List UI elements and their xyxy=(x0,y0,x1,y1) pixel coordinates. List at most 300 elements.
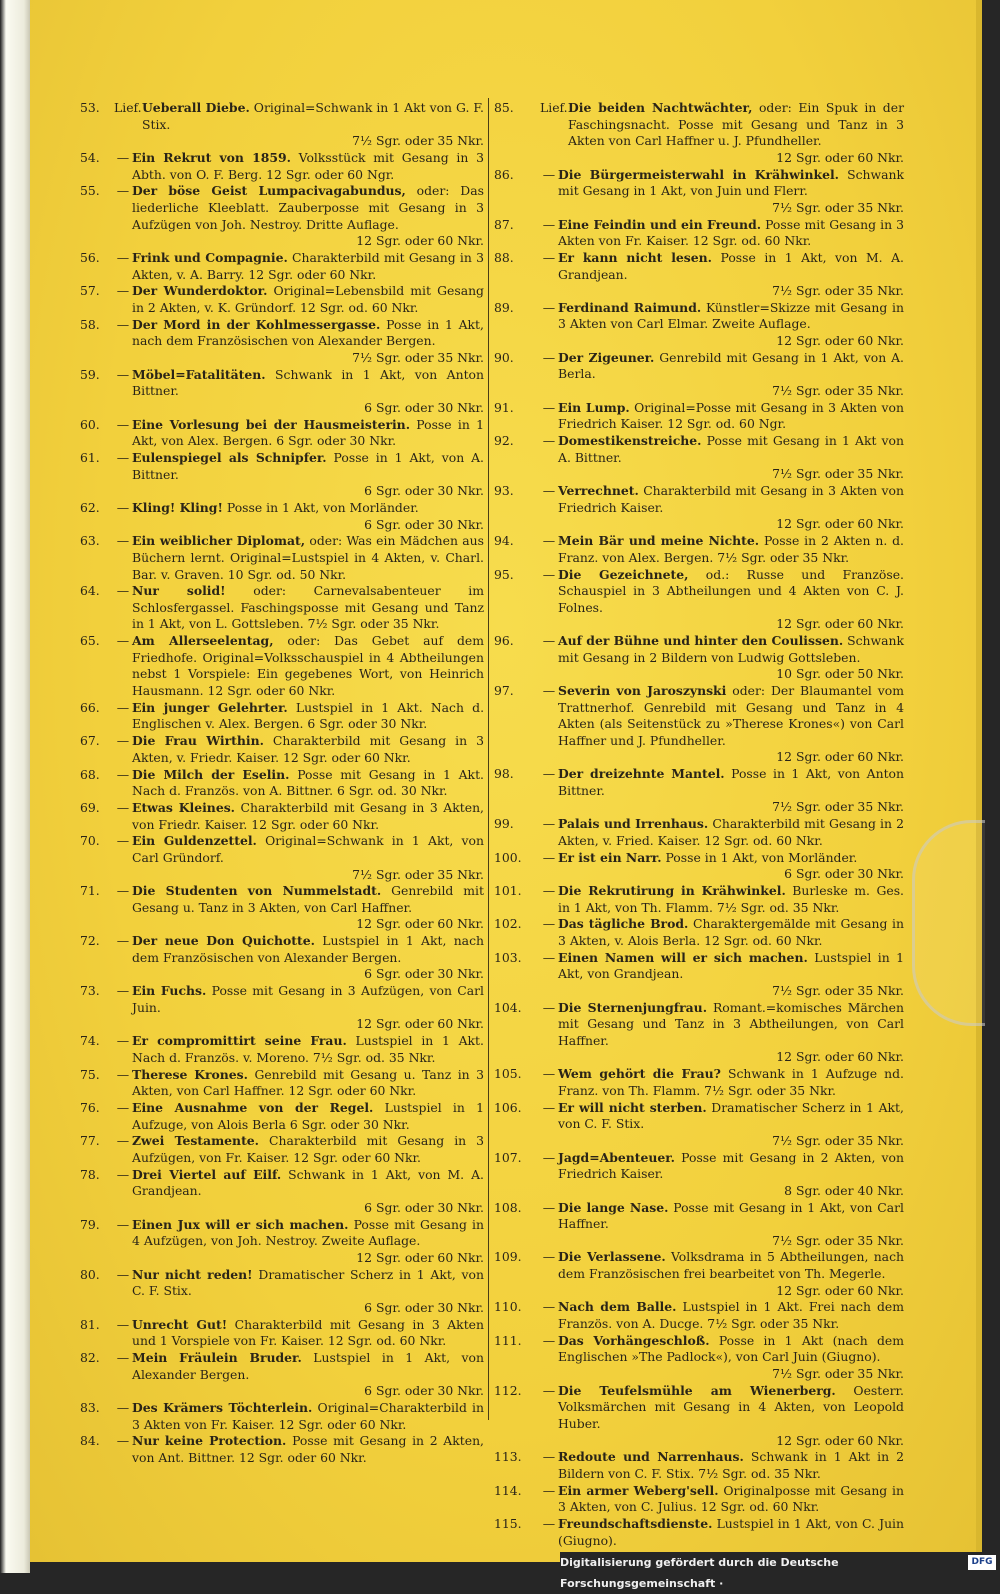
catalog-entry xyxy=(494,100,904,166)
entry-description: Original=Charakterbild in 3 Akten von Fr. Kaiser. 12 Sgr. oder 60 Nkr. xyxy=(132,1399,484,1432)
entry-description: Posse in 1 Akt, nach dem Französischen von Alexander Bergen. xyxy=(132,316,484,349)
entry-dash: — xyxy=(542,1332,556,1348)
catalog-entry xyxy=(80,450,484,500)
catalog-entry xyxy=(494,1483,904,1516)
entry-body xyxy=(132,1133,484,1166)
catalog-entry xyxy=(494,633,904,683)
entry-title: Redoute und Narrenhaus. xyxy=(558,1449,744,1465)
entry-body xyxy=(132,250,484,283)
catalog-entry xyxy=(80,533,484,583)
entry-description: Charakterbild mit Gesang in 3 Akten von Friedrich Kaiser. xyxy=(558,483,904,515)
entry-number: 69. xyxy=(80,799,100,815)
entry-number: 64. xyxy=(80,583,100,599)
entry-dash: — xyxy=(542,249,556,265)
entry-title: Ein Guldenzettel. xyxy=(132,833,257,849)
entry-dash: — xyxy=(116,499,130,515)
entry-price: 12 Sgr. oder 60 Nkr. xyxy=(776,616,904,632)
catalog-entry xyxy=(494,816,904,849)
entry-title: Kling! Kling! xyxy=(132,499,223,515)
entry-body xyxy=(132,283,484,316)
entry-dash: — xyxy=(116,1433,130,1449)
catalog-entry xyxy=(494,1249,904,1299)
entry-description: Lustspiel in 1 Akt, von Alexander Bergen. xyxy=(132,1349,484,1382)
entry-number: 56. xyxy=(80,249,100,265)
entry-body xyxy=(558,1483,904,1516)
entry-dash: — xyxy=(116,799,130,815)
entry-number: 57. xyxy=(80,283,100,299)
catalog-entry xyxy=(494,217,904,250)
entry-title: Auf der Bühne und hinter den Coulissen. xyxy=(558,633,844,649)
entry-price: 6 Sgr. oder 30 Nkr. xyxy=(364,1299,484,1315)
entry-dash: — xyxy=(542,566,556,582)
entry-body xyxy=(558,1449,904,1482)
entry-description: Posse mit Gesang in 4 Aufzügen, von Joh. Nestroy. Zweite Auflage. xyxy=(132,1216,484,1249)
entry-title: Zwei Testamente. xyxy=(132,1133,259,1149)
entry-title: Die lange Nase. xyxy=(558,1199,669,1215)
entry-number: 114. xyxy=(494,1482,522,1498)
catalog-entry xyxy=(80,833,484,883)
entry-number: 87. xyxy=(494,216,514,232)
entry-body xyxy=(132,1217,484,1267)
catalog-entry xyxy=(80,800,484,833)
entry-price: 12 Sgr. oder 60 Nkr. xyxy=(356,916,484,932)
entry-title: Am Allerseelentag, xyxy=(132,633,274,649)
dfg-logo: DFG xyxy=(968,1555,996,1570)
entry-title: Verrechnet. xyxy=(558,483,639,499)
entry-price: 7½ Sgr. oder 35 Nkr. xyxy=(772,982,904,998)
entry-dash: — xyxy=(542,483,556,499)
entry-price: 6 Sgr. oder 30 Nkr. xyxy=(364,399,484,415)
digitization-footer xyxy=(560,1552,1000,1590)
entry-price: 7½ Sgr. oder 35 Nkr. xyxy=(772,199,904,215)
entry-number: 93. xyxy=(494,483,514,499)
catalog-entry xyxy=(80,583,484,633)
column-divider xyxy=(488,98,489,1420)
entry-dash: — xyxy=(542,1516,556,1532)
entry-body xyxy=(558,850,904,883)
entry-price: 6 Sgr. oder 30 Nkr. xyxy=(364,483,484,499)
entry-number: 86. xyxy=(494,166,514,182)
entry-title: Der böse Geist Lumpacivagabundus, xyxy=(132,183,406,199)
entry-body xyxy=(132,883,484,933)
entry-body xyxy=(132,417,484,450)
entry-title: Nach dem Balle. xyxy=(558,1299,677,1315)
entry-title: Einen Jux will er sich machen. xyxy=(132,1216,349,1232)
catalog-entry xyxy=(80,1400,484,1433)
catalog-entry xyxy=(80,250,484,283)
entry-description: Posse in 1 Akt, von Anton Bittner. xyxy=(558,766,904,798)
catalog-entry xyxy=(494,1066,904,1099)
entry-dash: — xyxy=(542,533,556,549)
entry-dash: — xyxy=(116,1266,130,1282)
entry-title: Die Verlassene. xyxy=(558,1249,666,1265)
entry-title: Therese Krones. xyxy=(132,1066,248,1082)
entry-title: Der Zigeuner. xyxy=(558,349,655,365)
entry-dash: — xyxy=(542,816,556,832)
entry-dash: — xyxy=(542,433,556,449)
entry-description: oder: Das Gebet auf dem Friedhofe. Original=Volksschauspiel in 4 Abtheilungen nebst 1 Vorspiele: Ein gegebenes Wort, von Heinrich Hausmann. 12 Sgr. oder 60 Nkr. xyxy=(132,633,484,699)
entry-number: 83. xyxy=(80,1399,100,1415)
entry-body xyxy=(558,350,904,400)
entry-price: 6 Sgr. oder 30 Nkr. xyxy=(364,516,484,532)
entry-lief: Lief. xyxy=(114,100,142,115)
entry-description: Romant.=komisches Märchen mit Gesang und Tanz in 3 Abtheilungen, von Carl Haffner. xyxy=(558,999,904,1048)
entry-description: Lustspiel in 1 Akt. Nach d. Französ. v. Moreno. 7½ Sgr. od. 35 Nkr. xyxy=(132,1033,484,1065)
entry-number: 80. xyxy=(80,1266,100,1282)
entry-dash: — xyxy=(116,1099,130,1115)
entry-description: Originalposse mit Gesang in 3 Akten, von C. Julius. 12 Sgr. od. 60 Nkr. xyxy=(558,1482,904,1515)
entry-number: 82. xyxy=(80,1349,100,1365)
entry-number: 99. xyxy=(494,816,514,832)
catalog-entry xyxy=(80,500,484,533)
entry-number: 53. xyxy=(80,100,100,115)
entry-price: 6 Sgr. oder 30 Nkr. xyxy=(364,1383,484,1399)
entry-body xyxy=(132,1400,484,1433)
entry-number: 61. xyxy=(80,449,100,465)
entry-title: Möbel=Fatalitäten. xyxy=(132,366,266,382)
entry-description: oder: Ein Spuk in der Faschingsnacht. Posse mit Gesang und Tanz in 3 Akten von Carl Haffner u. J. Pfundheller. xyxy=(568,100,904,149)
entry-price: 8 Sgr. oder 40 Nkr. xyxy=(784,1182,904,1198)
catalog-entry xyxy=(80,767,484,800)
entry-dash: — xyxy=(116,249,130,265)
entry-title: Mein Bär und meine Nichte. xyxy=(558,533,760,549)
entry-title: Die Sternenjungfrau. xyxy=(558,999,708,1015)
entry-description: Posse mit Gesang in 1 Akt. Nach d. Französ. von A. Bittner. 6 Sgr. od. 30 Nkr. xyxy=(132,766,484,799)
entry-description: Posse in 1 Akt, von Morländer. xyxy=(665,849,858,865)
entry-title: Eine Ausnahme von der Regel. xyxy=(132,1099,374,1115)
entry-description: Posse in 1 Akt, von Morländer. xyxy=(226,499,419,515)
entry-price: 7½ Sgr. oder 35 Nkr. xyxy=(772,1366,904,1381)
catalog-entry xyxy=(494,766,904,816)
entry-number: 77. xyxy=(80,1133,100,1149)
entry-price: 7½ Sgr. oder 35 Nkr. xyxy=(772,1232,904,1248)
catalog-entry xyxy=(494,300,904,350)
entry-body xyxy=(132,1267,484,1317)
entry-body xyxy=(132,1433,484,1466)
entry-description: Künstler=Skizze mit Gesang in 3 Akten von Carl Elmar. Zweite Auflage. xyxy=(558,299,904,332)
entry-number: 111. xyxy=(494,1332,522,1348)
entry-title: Er compromittirt seine Frau. xyxy=(132,1033,347,1049)
entry-dash: — xyxy=(542,1149,556,1165)
entry-price: 12 Sgr. oder 60 Nkr. xyxy=(776,149,904,165)
catalog-entry xyxy=(80,1167,484,1217)
entry-description: Posse in 1 Akt, von Alex. Bergen. 6 Sgr. oder 30 Nkr. xyxy=(132,416,484,449)
entry-number: 55. xyxy=(80,183,100,199)
entry-number: 105. xyxy=(494,1066,522,1082)
entry-description: Lustspiel in 1 Akt, von Grandjean. xyxy=(558,949,904,982)
entry-number: 95. xyxy=(494,566,514,582)
entry-dash: — xyxy=(116,1349,130,1365)
entry-price: 7½ Sgr. oder 35 Nkr. xyxy=(772,383,904,399)
entry-description: oder: Das liederliche Kleeblatt. Zauberposse mit Gesang in 3 Aufzügen von Joh. Nestroy. Dritte Auflage. xyxy=(132,183,484,232)
entry-number: 66. xyxy=(80,699,100,715)
entry-number: 74. xyxy=(80,1033,100,1049)
catalog-entry xyxy=(80,1350,484,1400)
catalog-entry xyxy=(494,1299,904,1332)
entry-title: Einen Namen will er sich machen. xyxy=(558,949,808,965)
entry-number: 107. xyxy=(494,1149,522,1165)
entry-dash: — xyxy=(542,633,556,649)
entry-description: Lustspiel in 1 Akt, von C. Juin (Giugno). xyxy=(558,1516,904,1548)
binding-clip xyxy=(912,820,985,1026)
entry-body xyxy=(558,217,904,250)
entry-description: Genrebild mit Gesang u. Tanz in 3 Akten, von Carl Haffner. xyxy=(132,883,484,915)
entry-description: Posse in 1 Akt, von M. A. Grandjean. xyxy=(558,249,904,282)
entry-title: Severin von Jaroszynski xyxy=(558,683,727,699)
entry-description: Charakterbild mit Gesang in 3 Akten und 1 Vorspiele von Fr. Kaiser. 12 Sgr. od. 60 Nkr. xyxy=(132,1316,484,1349)
entry-number: 63. xyxy=(80,533,100,549)
entry-number: 109. xyxy=(494,1249,522,1265)
entry-description: Schwank in 1 Aufzuge nd. Franz. von Th. Flamm. 7½ Sgr. oder 35 Nkr. xyxy=(558,1066,904,1098)
entry-body xyxy=(132,500,484,533)
entry-dash: — xyxy=(542,166,556,182)
entry-title: Der neue Don Quichotte. xyxy=(132,933,315,949)
catalog-entry xyxy=(80,1317,484,1350)
entry-description: Lustspiel in 1 Aufzuge, von Alois Berla 6 Sgr. oder 30 Nkr. xyxy=(132,1099,484,1132)
entry-dash: — xyxy=(116,833,130,849)
entry-title: Ein Rekrut von 1859. xyxy=(132,149,291,165)
catalog-entry xyxy=(80,1133,484,1166)
entry-title: Freundschaftsdienste. xyxy=(558,1516,713,1532)
entry-description: Posse in 2 Akten n. d. Franz. von Alex. Bergen. 7½ Sgr. oder 35 Nkr. xyxy=(558,533,904,565)
entry-number: 62. xyxy=(80,499,100,515)
entry-number: 54. xyxy=(80,149,100,165)
entry-body xyxy=(132,367,484,417)
entry-title: Ferdinand Raimund. xyxy=(558,299,702,315)
entry-dash: — xyxy=(542,1249,556,1265)
entry-description: Dramatischer Scherz in 1 Akt, von C. F. Stix. xyxy=(558,1099,904,1132)
entry-number: 58. xyxy=(80,316,100,332)
entry-body xyxy=(132,833,484,883)
entry-number: 60. xyxy=(80,416,100,432)
entry-dash: — xyxy=(116,733,130,749)
entry-title: Nur solid! xyxy=(132,583,226,599)
entry-body xyxy=(132,1167,484,1217)
entry-price: 12 Sgr. oder 60 Nkr. xyxy=(356,233,484,249)
entry-dash: — xyxy=(116,533,130,549)
entry-lief: Lief. xyxy=(540,100,568,115)
entry-title: Er kann nicht lesen. xyxy=(558,249,712,265)
entry-number: 70. xyxy=(80,833,100,849)
entry-price: 12 Sgr. oder 60 Nkr. xyxy=(776,516,904,532)
catalog-entry xyxy=(80,1267,484,1317)
entry-dash: — xyxy=(116,1399,130,1415)
entry-body xyxy=(132,633,484,699)
entry-body xyxy=(132,800,484,833)
entry-body xyxy=(558,533,904,566)
entry-dash: — xyxy=(542,766,556,782)
entry-dash: — xyxy=(542,1199,556,1215)
entry-body xyxy=(132,733,484,766)
entry-body xyxy=(558,633,904,683)
entry-description: Volksdrama in 5 Abtheilungen, nach dem Französischen frei bearbeitet von Th. Megerle. xyxy=(558,1249,904,1282)
entry-body xyxy=(558,250,904,300)
entry-title: Er will nicht sterben. xyxy=(558,1099,707,1115)
entry-body xyxy=(558,683,904,766)
entry-price: 12 Sgr. oder 60 Nkr. xyxy=(776,1049,904,1065)
entry-dash: — xyxy=(542,1099,556,1115)
entry-body xyxy=(558,1249,904,1299)
catalog-entry xyxy=(494,1000,904,1066)
entry-number: 94. xyxy=(494,533,514,549)
entry-body xyxy=(558,916,904,949)
entry-price: 12 Sgr. oder 60 Nkr. xyxy=(356,1016,484,1032)
entry-number: 106. xyxy=(494,1099,522,1115)
entry-number: 98. xyxy=(494,766,514,782)
entry-title: Ein Lump. xyxy=(558,399,630,415)
entry-number: 108. xyxy=(494,1199,522,1215)
entry-number: 67. xyxy=(80,733,100,749)
entry-number: 73. xyxy=(80,983,100,999)
entry-dash: — xyxy=(542,216,556,232)
entry-description: Genrebild mit Gesang in 1 Akt, von A. Berla. xyxy=(558,349,904,382)
catalog-entry xyxy=(80,983,484,1033)
entry-description: Original=Posse mit Gesang in 3 Akten von Friedrich Kaiser. 12 Sgr. od. 60 Ngr. xyxy=(558,399,904,432)
entry-description: Posse mit Gesang in 1 Akt, von Carl Haffner. xyxy=(558,1199,905,1232)
catalog-entry xyxy=(494,1100,904,1150)
entry-body xyxy=(558,167,904,217)
entry-number: 104. xyxy=(494,999,522,1015)
entry-body xyxy=(558,1150,904,1200)
catalog-entry xyxy=(494,1150,904,1200)
entry-description: Posse mit Gesang in 2 Akten, von Friedrich Kaiser. xyxy=(558,1149,904,1182)
entry-body xyxy=(132,583,484,633)
entry-description: Original=Lebensbild mit Gesang in 2 Akten, v. K. Gründorf. 12 Sgr. od. 60 Nkr. xyxy=(132,283,484,315)
entry-price: 7½ Sgr. oder 35 Nkr. xyxy=(352,866,484,882)
catalog-entry xyxy=(80,183,484,249)
catalog-entry xyxy=(494,567,904,633)
entry-price: 7½ Sgr. oder 35 Nkr. xyxy=(772,466,904,482)
catalog-entry xyxy=(494,850,904,883)
entry-title: Jagd=Abenteuer. xyxy=(558,1149,675,1165)
entry-description: Oesterr. Volksmärchen mit Gesang in 4 Akten, von Leopold Huber. xyxy=(558,1382,904,1431)
catalog-entry xyxy=(80,1100,484,1133)
entry-dash: — xyxy=(116,1033,130,1049)
entry-title: Die Bürgermeisterwahl in Krähwinkel. xyxy=(558,166,839,182)
entry-number: 110. xyxy=(494,1299,522,1315)
entry-dash: — xyxy=(542,1066,556,1082)
entry-dash: — xyxy=(542,882,556,898)
entry-dash: — xyxy=(542,683,556,699)
entry-price: 12 Sgr. oder 60 Nkr. xyxy=(776,333,904,349)
entry-number: 84. xyxy=(80,1433,100,1449)
entry-body xyxy=(142,100,484,150)
entry-body xyxy=(132,1100,484,1133)
entry-dash: — xyxy=(116,583,130,599)
entry-price: 7½ Sgr. oder 35 Nkr. xyxy=(772,799,904,815)
entry-title: Frink und Compagnie. xyxy=(132,249,288,265)
catalog-entry xyxy=(80,100,484,150)
entry-dash: — xyxy=(116,316,130,332)
catalog-entry xyxy=(494,1383,904,1449)
entry-price: 6 Sgr. oder 30 Nkr. xyxy=(784,866,904,882)
entry-dash: — xyxy=(116,366,130,382)
entry-description: Posse in 1 Akt, von A. Bittner. xyxy=(132,449,484,482)
entry-dash: — xyxy=(542,916,556,932)
entry-body xyxy=(558,766,904,816)
entry-title: Er ist ein Narr. xyxy=(558,849,662,865)
entry-title: Des Krämers Töchterlein. xyxy=(132,1399,313,1415)
catalog-entry xyxy=(80,1433,484,1466)
entry-description: Schwank in 1 Akt, von Anton Bittner. xyxy=(132,366,484,399)
entry-description: Schwank in 1 Akt in 2 Bildern von C. F. Stix. 7½ Sgr. od. 35 Nkr. xyxy=(558,1449,905,1481)
entry-description: Charakterbild mit Gesang in 3 Aufzügen, von Fr. Kaiser. 12 Sgr. oder 60 Nkr. xyxy=(132,1133,484,1165)
catalog-entry xyxy=(80,883,484,933)
entry-body xyxy=(132,450,484,500)
entry-title: Eulenspiegel als Schnipfer. xyxy=(132,449,327,465)
entry-description: oder: Der Blaumantel vom Trattnerhof. Genrebild mit Gesang und Tanz in 4 Akten (als Seitenstück zu »Therese Krones«) von Carl Haffner und J. Pfundheller. xyxy=(558,683,904,748)
entry-description: Original=Schwank in 1 Akt, von Carl Gründorf. xyxy=(132,833,484,865)
entry-body xyxy=(132,700,484,733)
entry-number: 103. xyxy=(494,949,522,965)
entry-description: Schwank mit Gesang in 1 Akt, von Juin und Flerr. xyxy=(558,166,904,199)
entry-number: 102. xyxy=(494,916,522,932)
entry-body xyxy=(558,1000,904,1066)
entry-title: Ein weiblicher Diplomat, xyxy=(132,533,306,549)
entry-dash: — xyxy=(116,933,130,949)
entry-dash: — xyxy=(116,983,130,999)
entry-description: Genrebild mit Gesang u. Tanz in 3 Akten, von Carl Haffner. 12 Sgr. oder 60 Nkr. xyxy=(132,1066,484,1099)
catalog-entry xyxy=(80,733,484,766)
entry-title: Ein armer Weberg'sell. xyxy=(558,1482,719,1498)
catalog-entry xyxy=(494,533,904,566)
entry-title: Eine Feindin und ein Freund. xyxy=(558,216,762,232)
entry-body xyxy=(132,183,484,249)
entry-dash: — xyxy=(542,1382,556,1398)
entry-title: Die beiden Nachtwächter, xyxy=(568,100,753,115)
entry-body xyxy=(568,100,904,166)
entry-dash: — xyxy=(542,999,556,1015)
entry-description: Posse mit Gesang in 3 Aufzügen, von Carl Juin. xyxy=(132,983,484,1015)
entry-price: 12 Sgr. oder 60 Nkr. xyxy=(776,1282,904,1298)
entry-description: Posse in 1 Akt (nach dem Englischen »The Padlock«), von Carl Juin (Giugno). xyxy=(558,1332,904,1365)
entry-title: Der Mord in der Kohlmessergasse. xyxy=(132,316,381,332)
catalog-entry xyxy=(494,950,904,1000)
entry-title: Etwas Kleines. xyxy=(132,799,235,815)
catalog-entry xyxy=(80,367,484,417)
entry-title: Unrecht Gut! xyxy=(132,1316,228,1332)
entry-description: Posse mit Gesang in 3 Akten von Fr. Kaiser. 12 Sgr. od. 60 Nkr. xyxy=(558,216,904,249)
entry-dash: — xyxy=(542,1449,556,1465)
entry-body xyxy=(132,150,484,183)
entry-body xyxy=(132,933,484,983)
entry-description: Charakterbild mit Gesang in 2 Akten, v. Fried. Kaiser. 12 Sgr. od. 60 Nkr. xyxy=(558,816,904,848)
entry-price: 7½ Sgr. oder 35 Nkr. xyxy=(772,1132,904,1148)
entry-dash: — xyxy=(116,633,130,649)
entry-dash: — xyxy=(542,849,556,865)
right-column xyxy=(494,100,904,1566)
entry-description: Burleske m. Ges. in 1 Akt, von Th. Flamm. 7½ Sgr. od. 35 Nkr. xyxy=(558,882,904,915)
entry-dash: — xyxy=(116,766,130,782)
entry-body xyxy=(558,567,904,633)
entry-number: 90. xyxy=(494,349,514,365)
entry-body xyxy=(132,533,484,583)
entry-number: 65. xyxy=(80,633,100,649)
entry-description: Charaktergemälde mit Gesang in 3 Akten, v. Alois Berla. 12 Sgr. od. 60 Nkr. xyxy=(558,916,904,948)
entry-description: Original=Schwank in 1 Akt von G. F. Stix. xyxy=(142,100,484,132)
entry-description: Posse mit Gesang in 1 Akt von A. Bittner. xyxy=(558,433,904,465)
entry-price: 12 Sgr. oder 60 Nkr. xyxy=(776,1432,904,1448)
entry-dash: — xyxy=(116,283,130,299)
entry-title: Ein junger Gelehrter. xyxy=(132,699,288,715)
entry-dash: — xyxy=(116,1133,130,1149)
entry-dash: — xyxy=(542,1299,556,1315)
entry-description: Schwank mit Gesang in 2 Bildern von Ludwig Gottsleben. xyxy=(558,633,904,665)
entry-number: 59. xyxy=(80,366,100,382)
catalog-entry xyxy=(80,933,484,983)
entry-dash: — xyxy=(116,1066,130,1082)
entry-title: Die Teufelsmühle am Wienerberg. xyxy=(558,1382,836,1398)
